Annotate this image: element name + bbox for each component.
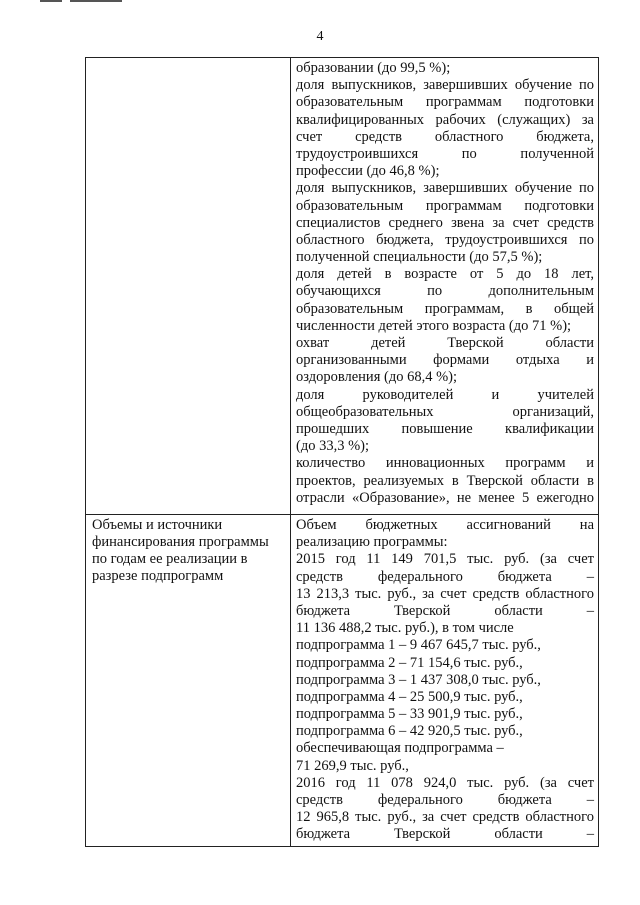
text-line: охват детей Тверской области — [296, 335, 594, 351]
text-line: полученной специальности (до 57,5 %); — [296, 249, 543, 266]
page-number: 4 — [316, 29, 324, 44]
row2-label-cell — [92, 517, 280, 585]
text-line: обучающихся по дополнительным — [296, 283, 594, 300]
text-line: бюджета Тверской области – — [296, 826, 594, 843]
text-line: Объем бюджетных ассигнований на — [296, 517, 594, 533]
text-line: обеспечивающая подпрограмма – — [296, 740, 504, 757]
text-line: доля выпускников, завершивших обучение по — [296, 77, 594, 94]
text-line: проектов, реализуемых в Тверской области в — [296, 472, 594, 489]
text-line: количество инновационных программ и — [296, 455, 594, 472]
text-line: образовательным программам подготовки — [296, 94, 594, 111]
text-line: квалифицированных рабочих (служащих) за — [296, 111, 594, 128]
text-line: 13 213,3 тыс. руб., за счет средств областного — [296, 585, 594, 602]
text-line: подпрограмма 5 – 33 901,9 тыс. руб., — [296, 706, 523, 723]
text-line: трудоустроившихся по полученной — [296, 145, 594, 162]
text-line: (до 33,3 %); — [296, 438, 370, 455]
text-line: средств федерального бюджета – — [296, 792, 594, 808]
text-line: 71 269,9 тыс. руб., — [296, 757, 409, 774]
text-line: бюджета Тверской области – — [296, 602, 594, 619]
text-line: доля выпускников, завершивших обучение по — [296, 180, 594, 197]
passport-table — [85, 57, 599, 847]
text-line: оздоровления (до 68,4 %); — [296, 369, 458, 386]
text-line: подпрограмма 1 – 9 467 645,7 тыс. руб., — [296, 637, 541, 654]
text-line: образовательным программам, в общей — [296, 300, 594, 317]
text-line: подпрограмма 6 – 42 920,5 тыс. руб., — [296, 723, 523, 740]
text-line: 2015 год 11 149 701,5 тыс. руб. (за счет — [296, 551, 594, 568]
scan-artifact — [40, 0, 130, 3]
row2-value-cell — [296, 517, 594, 844]
text-line: разрезе подпрограмм — [92, 568, 224, 584]
text-line: по годам ее реализации в — [92, 551, 248, 567]
table-row — [86, 515, 598, 846]
text-line: подпрограмма 4 – 25 500,9 тыс. руб., — [296, 688, 523, 705]
text-line: 12 965,8 тыс. руб., за счет средств областного — [296, 809, 594, 826]
text-line: областного бюджета, трудоустроившихся по — [296, 231, 594, 248]
column-divider — [290, 58, 291, 514]
text-line: финансирования программы — [92, 534, 269, 550]
text-line: подпрограмма 3 – 1 437 308,0 тыс. руб., — [296, 671, 541, 688]
text-line: 11 136 488,2 тыс. руб.), в том числе — [296, 620, 514, 637]
text-line: реализацию программы: — [296, 534, 448, 551]
text-line: 2016 год 11 078 924,0 тыс. руб. (за счет — [296, 774, 594, 791]
text-line: счет средств областного бюджета, — [296, 128, 594, 145]
column-divider — [290, 515, 291, 846]
text-line: специалистов среднего звена за счет средств — [296, 214, 594, 231]
text-line: средств федерального бюджета – — [296, 568, 594, 585]
row1-value-cell — [296, 60, 594, 507]
text-line: отрасли «Образование», не менее 5 ежегодно — [296, 489, 594, 506]
text-line: численности детей этого возраста (до 71 %); — [296, 317, 572, 334]
table-row — [86, 58, 598, 515]
text-line: образовательным программам подготовки — [296, 197, 594, 214]
text-line: образовании (до 99,5 %); — [296, 60, 451, 76]
text-line: доля детей в возрасте от 5 до 18 лет, — [296, 266, 594, 283]
text-line: организованными формами отдыха и — [296, 352, 594, 369]
text-line: Объемы и источники — [92, 517, 223, 533]
text-line: доля руководителей и учителей — [296, 386, 594, 403]
text-line: общеобразовательных организаций, — [296, 403, 594, 420]
text-line: профессии (до 46,8 %); — [296, 163, 440, 180]
text-line: прошедших повышение квалификации — [296, 420, 594, 437]
text-line: подпрограмма 2 – 71 154,6 тыс. руб., — [296, 654, 523, 671]
